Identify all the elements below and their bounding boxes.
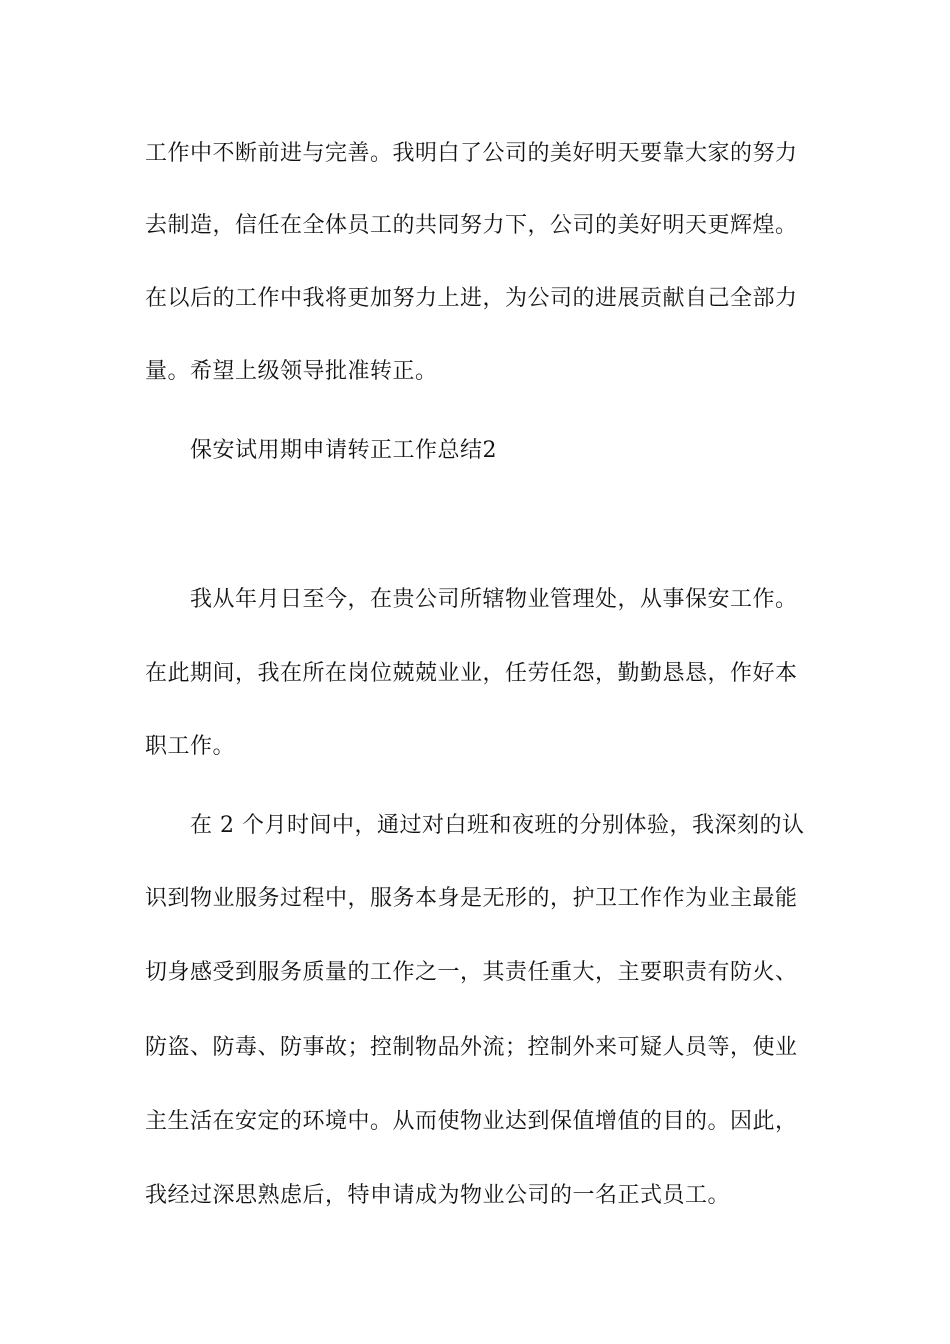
paragraph-3-line-1: 在 2 个月时间中，通过对白班和夜班的分别体验，我深刻的认 bbox=[190, 813, 805, 838]
paragraph-2-line-3: 职工作。 bbox=[145, 734, 236, 759]
paragraph-1-line-4: 量。希望上级领导批准转正。 bbox=[145, 359, 438, 384]
section-title: 保安试用期申请转正工作总结2 bbox=[190, 438, 497, 463]
paragraph-3-line-4: 防盗、防毒、防事故；控制物品外流；控制外来可疑人员等，使业 bbox=[145, 1035, 798, 1060]
paragraph-1-line-1: 工作中不断前进与完善。我明白了公司的美好明天要靠大家的努力 bbox=[145, 141, 798, 166]
paragraph-3-line-5: 主生活在安定的环境中。从而使物业达到保值增值的目的。因此， bbox=[145, 1109, 798, 1134]
paragraph-2-line-1: 我从年月日至今，在贵公司所辖物业管理处，从事保安工作。 bbox=[190, 587, 798, 612]
paragraph-3-line-3: 切身感受到服务质量的工作之一，其责任重大，主要职责有防火、 bbox=[145, 960, 798, 985]
paragraph-3-line-6: 我经过深思熟虑后，特申请成为物业公司的一名正式员工。 bbox=[145, 1183, 731, 1208]
paragraph-2-line-2: 在此期间，我在所在岗位兢兢业业，任劳任怨，勤勤恳恳，作好本 bbox=[145, 661, 798, 686]
paragraph-3-line-2: 识到物业服务过程中，服务本身是无形的，护卫工作作为业主最能 bbox=[145, 886, 798, 911]
paragraph-1-line-3: 在以后的工作中我将更加努力上进，为公司的进展贡献自己全部力 bbox=[145, 286, 798, 311]
paragraph-1-line-2: 去制造，信任在全体员工的共同努力下，公司的美好明天更辉煌。 bbox=[145, 213, 798, 238]
